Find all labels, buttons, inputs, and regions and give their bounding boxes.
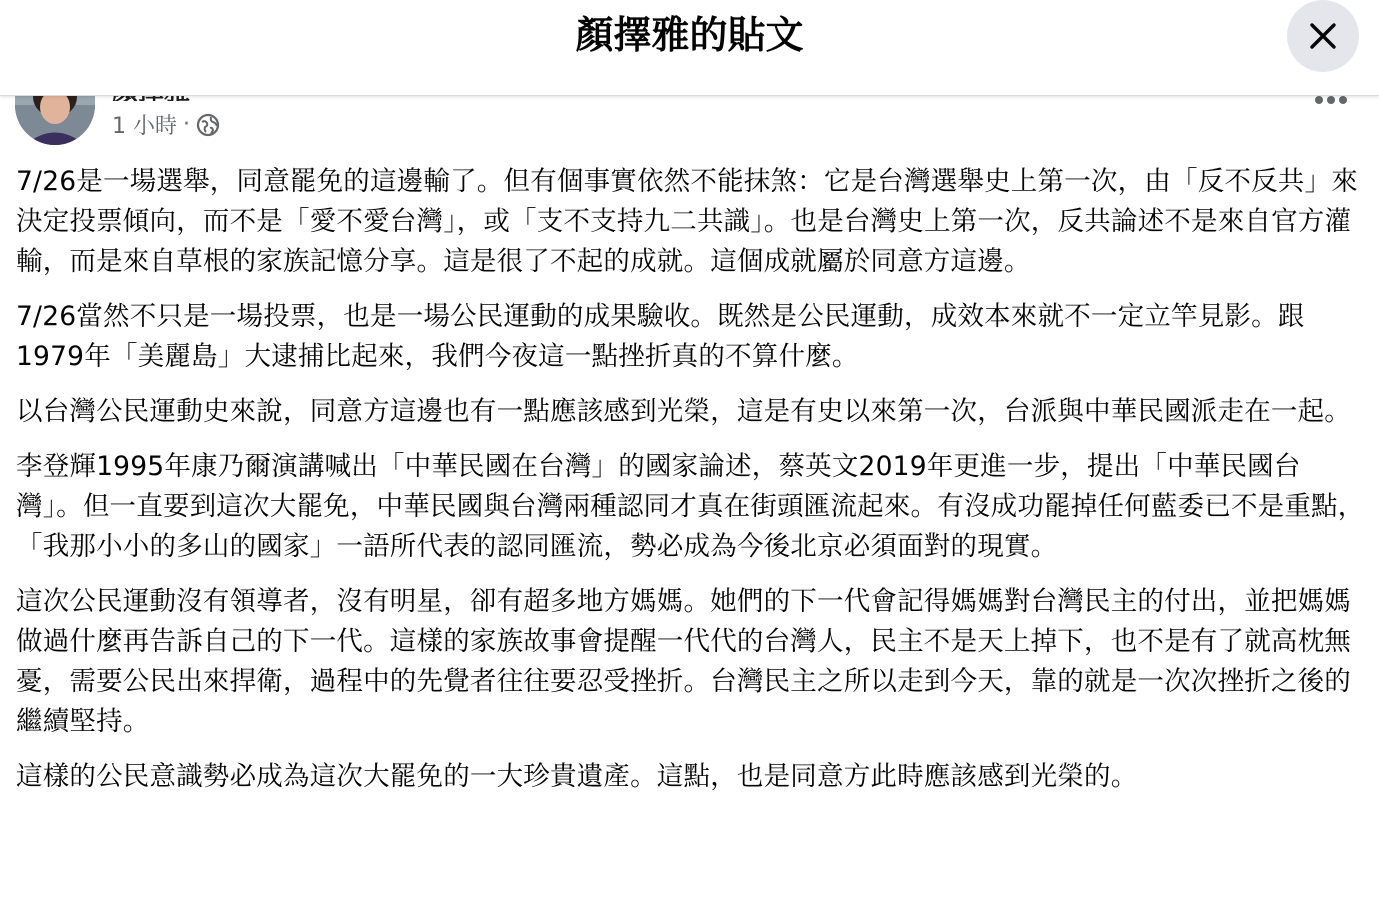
dialog-title: 顏擇雅的貼文 — [575, 13, 804, 57]
close-button[interactable] — [1287, 0, 1359, 72]
post-paragraph-3: 以台灣公民運動史來說，同意方這邊也有一點應該感到光榮，這是有史以來第一次，台派與中華民國派走在一起。 — [16, 396, 1351, 427]
post-paragraph-4: 李登輝1995年康乃爾演講喊出「中華民國在台灣」的國家論述，蔡英文2019年更進一步，提出「中華民國台灣」。但一直要到這次大罷免，中華民國與台灣兩種認同才真在街頭匯流起來。有沒成功罷掉任何藍委已不是重點，「我那小小的多山的國家」一語所代表的認同匯流，勢必成為今後北京必須面對的現實。 — [16, 451, 1365, 562]
post-meta — [112, 109, 220, 140]
globe-icon — [196, 113, 220, 137]
post-body — [16, 162, 1366, 812]
meta-separator: · — [183, 112, 190, 137]
post-paragraph-1: 7/26是一場選舉，同意罷免的這邊輸了。但有個事實依然不能抹煞：它是台灣選舉史上第一次，由「反不反共」來決定投票傾向，而不是「愛不愛台灣」，或「支不支持九二共識」。也是台灣史上第一次，反共論述不是來自官方灌輸，而是來自草根的家族記憶分享。這是很了不起的成就。這個成就屬於同意方這邊。 — [16, 166, 1358, 277]
post-paragraph-5: 這次公民運動沒有領導者，沒有明星，卻有超多地方媽媽。她們的下一代會記得媽媽對台灣民主的付出，並把媽媽做過什麼再告訴自己的下一代。這樣的家族故事會提醒一代代的台灣人，民主不是天上掉下，也不是有了就高枕無憂，需要公民出來捍衛，過程中的先覺者往往要忍受挫折。台灣民主之所以走到今天，靠的就是一次次挫折之後的繼續堅持。 — [16, 586, 1351, 737]
post-paragraph-2: 7/26當然不只是一場投票，也是一場公民運動的成果驗收。既然是公民運動，成效本來就不一定立竿見影。跟1979年「美麗島」大逮捕比起來，我們今夜這一點挫折真的不算什麼。 — [16, 301, 1305, 372]
more-dots-icon — [1314, 95, 1348, 105]
post-paragraph-6: 這樣的公民意識勢必成為這次大罷免的一大珍貴遺產。這點，也是同意方此時應該感到光榮的。 — [16, 761, 1138, 792]
post-time[interactable]: 1 小時 — [112, 114, 177, 139]
close-icon — [1308, 21, 1338, 51]
post-header — [0, 95, 1379, 155]
dialog-header — [0, 0, 1379, 96]
